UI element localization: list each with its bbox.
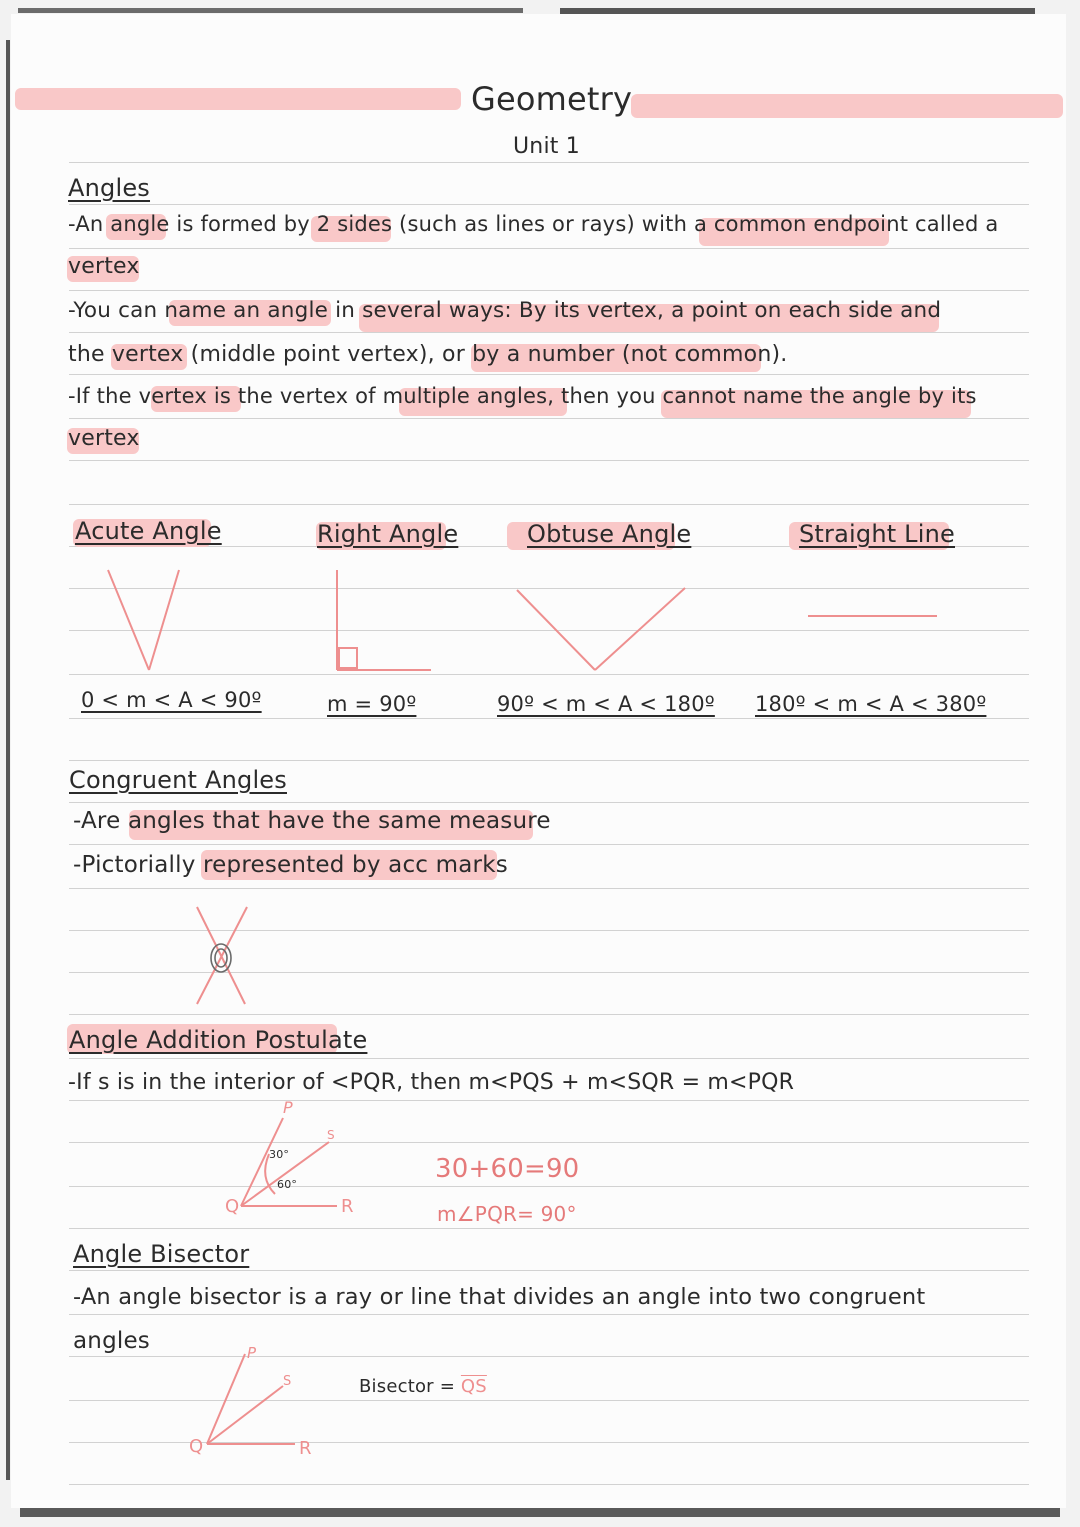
- addition-label-q: Q: [225, 1196, 240, 1217]
- bisector-note: [359, 1376, 487, 1397]
- bisector-note-label: Bisector =: [359, 1376, 461, 1397]
- right-angle-label: Right Angle: [317, 520, 459, 548]
- acute-angle-range: 0 < m < A < 90º: [81, 688, 262, 712]
- addition-work-result: m∠PQR= 90°: [437, 1202, 577, 1226]
- page-edge-shadow: [18, 8, 523, 13]
- bisector-label-r: R: [299, 1438, 312, 1459]
- bisector-label-s: S: [283, 1374, 292, 1389]
- notebook-page: [11, 14, 1066, 1508]
- page-edge-shadow: [6, 40, 10, 1480]
- angle-60-label: 60°: [277, 1178, 298, 1191]
- angles-line: vertex: [68, 254, 140, 279]
- straight-line-label: Straight Line: [799, 520, 955, 548]
- acute-angle-label: Acute Angle: [75, 517, 222, 545]
- addition-heading: Angle Addition Postulate: [69, 1026, 368, 1054]
- angles-line: the vertex (middle point vertex), or by a number (not common).: [68, 342, 788, 367]
- obtuse-angle-range: 90º < m < A < 180º: [497, 692, 715, 716]
- angles-line: -You can name an angle in several ways: By its vertex, a point on each side and: [68, 298, 942, 323]
- page-edge-shadow: [20, 1507, 1060, 1517]
- addition-label-p: P: [283, 1098, 293, 1117]
- angle-30-label: 30°: [269, 1148, 290, 1161]
- angles-heading: Angles: [68, 174, 151, 202]
- addition-statement: -If s is in the interior of <PQR, then m<PQS + m<SQR = m<PQR: [68, 1070, 795, 1095]
- bisector-heading: Angle Bisector: [73, 1240, 250, 1268]
- angles-line: -An angle is formed by 2 sides (such as lines or rays) with a common endpoint called a: [68, 212, 999, 236]
- bisector-note-value: $\overline{QS}$: [460, 1376, 487, 1397]
- bisector-label-p: P: [247, 1344, 257, 1362]
- angles-line: -If the vertex is the vertex of multiple angles, then you cannot name the angle by its: [68, 384, 977, 408]
- congruent-line: -Are angles that have the same measure: [73, 808, 551, 834]
- addition-label-r: R: [341, 1196, 354, 1217]
- right-angle-range: m = 90º: [327, 692, 417, 716]
- page-title: Geometry: [471, 80, 633, 118]
- congruent-line: -Pictorially represented by acc marks: [73, 852, 508, 878]
- bisector-line: -An angle bisector is a ray or line that divides an angle into two congruent: [73, 1284, 926, 1310]
- addition-work-sum: 30+60=90: [435, 1154, 580, 1184]
- straight-line-range: 180º < m < A < 380º: [755, 692, 987, 716]
- obtuse-angle-label: Obtuse Angle: [527, 520, 692, 548]
- bisector-line: angles: [73, 1328, 150, 1354]
- addition-label-s: S: [327, 1128, 335, 1142]
- bisector-diagram: [11, 14, 1066, 1508]
- angles-line: vertex: [68, 426, 140, 451]
- congruent-heading: Congruent Angles: [69, 766, 287, 794]
- page-subtitle: Unit 1: [513, 134, 580, 159]
- bisector-label-q: Q: [189, 1436, 204, 1457]
